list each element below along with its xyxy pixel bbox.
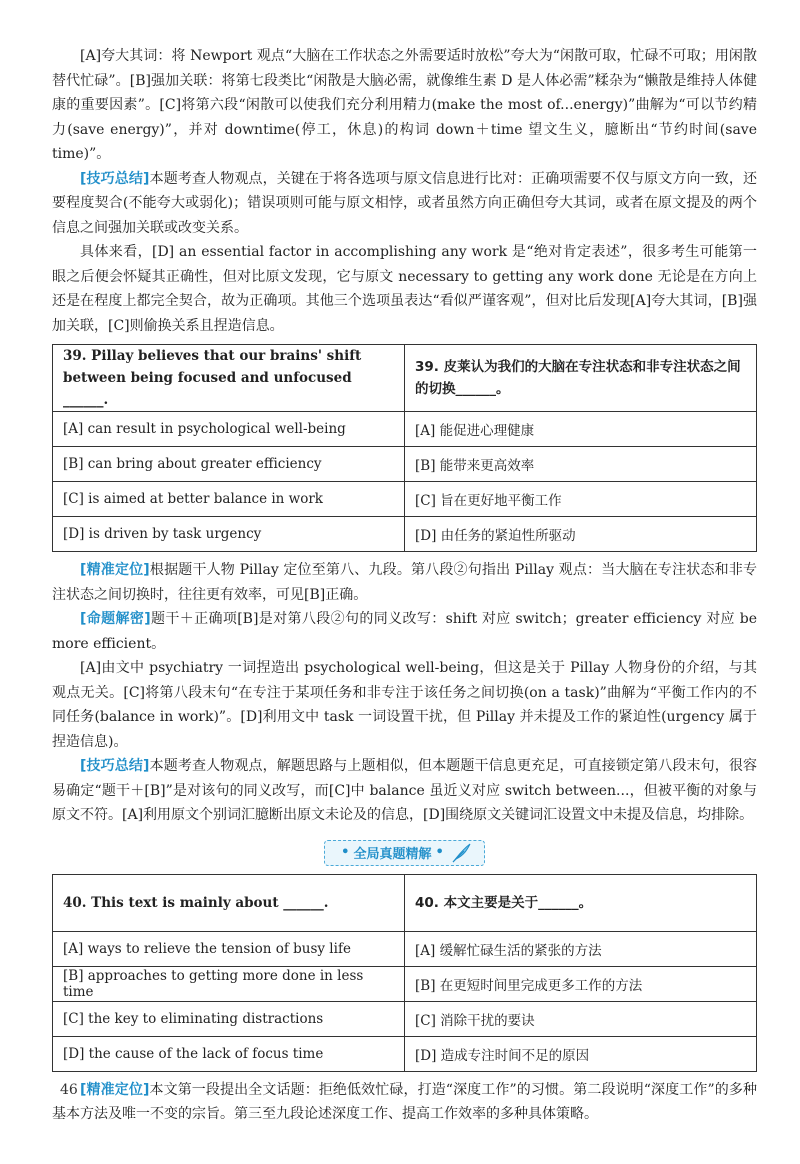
paragraph-skill-summary-2 bbox=[52, 754, 757, 828]
question-40-en: 40. This text is mainly about ______. bbox=[53, 874, 405, 931]
option-b-zh: [B] 能带来更高效率 bbox=[405, 447, 757, 482]
paragraph-skill-summary-1 bbox=[52, 167, 757, 241]
option-row-a bbox=[53, 412, 757, 447]
option-b-en: [B] can bring about greater efficiency bbox=[53, 447, 405, 482]
question-row bbox=[53, 345, 757, 412]
paragraph-text: 本题考查人物观点，关键在于将各选项与原文信息进行比对：正确项需要不仅与原文方向一致，还要程度契合(不能夸大或弱化)；错误项则可能与原文相悖，或者虽然方向正确但夸大其词，或者在原文提及的两个信息之间强加关联或改变关系。 bbox=[52, 170, 758, 236]
decode-tag: [命题解密] bbox=[80, 611, 151, 627]
option-row-b bbox=[53, 447, 757, 482]
option-c-zh: [C] 消除干扰的要诀 bbox=[405, 1001, 757, 1036]
main-content bbox=[52, 44, 757, 1127]
paragraph-text: 根据题干人物 Pillay 定位至第八、九段。第八段②句指出 Pillay 观点：当大脑在专注状态和非专注状态之间切换时，往往更有效率，可见[B]正确。 bbox=[52, 562, 758, 603]
paragraph-text: 具体来看，[D] an essential factor in accomplishing any work 是“绝对肯定表述”，很多考生可能第一眼之后便会怀疑其正确性，但对比原文发现，它与原文 necessary to getting any work done 无论是在方向上还是在程度上都完全契合，故为正确项。其他三个选项虽表达“看似严谨客观”，但对比后发现[A]夸大其词，[B]强加关联，[C]则偷换关系且捏造信息。 bbox=[52, 244, 757, 334]
option-d-zh: [D] 由任务的紧迫性所驱动 bbox=[405, 517, 757, 552]
option-row-c bbox=[53, 482, 757, 517]
option-a-en: [A] can result in psychological well-being bbox=[53, 412, 405, 447]
paragraph-option-analysis bbox=[52, 44, 757, 167]
option-d-zh: [D] 造成专注时间不足的原因 bbox=[405, 1036, 757, 1071]
dot-icon: • bbox=[435, 845, 444, 860]
option-row-a bbox=[53, 931, 757, 966]
option-a-zh: [A] 能促进心理健康 bbox=[405, 412, 757, 447]
option-a-zh: [A] 缓解忙碌生活的紧张的方法 bbox=[405, 931, 757, 966]
option-row-c bbox=[53, 1001, 757, 1036]
precise-locate-tag: [精准定位] bbox=[80, 1081, 150, 1098]
feather-pen-icon bbox=[450, 842, 472, 864]
option-row-d bbox=[53, 1036, 757, 1071]
option-d-en: [D] the cause of the lack of focus time bbox=[53, 1036, 405, 1071]
option-row-d bbox=[53, 517, 757, 552]
option-a-en: [A] ways to relieve the tension of busy life bbox=[53, 931, 405, 966]
skill-summary-tag: [技巧总结] bbox=[80, 758, 150, 774]
paragraph-text: [A]由文中 psychiatry 一词捏造出 psychological well-being，但这是关于 Pillay 人物身份的介绍，与其观点无关。[C]将第八段末句“在专注于某项任务和非专注于该任务之间切换(on a task)”曲解为“平衡工作内的不同任务(balance in work)”。[D]利用文中 task 一词设置干扰，但 Pillay 并未提及工作的紧迫性(urgency 属于捏造信息)。 bbox=[52, 660, 757, 750]
option-d-en: [D] is driven by task urgency bbox=[53, 517, 405, 552]
question-row bbox=[53, 874, 757, 931]
option-b-zh: [B] 在更短时间里完成更多工作的方法 bbox=[405, 966, 757, 1001]
precise-locate-tag: [精准定位] bbox=[80, 562, 150, 578]
paragraph-text: 本文第一段提出全文话题：拒绝低效忙碌，打造“深度工作”的习惯。第二段说明“深度工作”的多种基本方法及唯一不变的宗旨。第三至九段论述深度工作、提高工作效率的多种具体策略。 bbox=[52, 1081, 757, 1122]
paragraph-precise-locate-40 bbox=[52, 1078, 757, 1127]
page-number: 46 bbox=[60, 1082, 78, 1098]
option-row-b bbox=[53, 966, 757, 1001]
option-c-en: [C] is aimed at better balance in work bbox=[53, 482, 405, 517]
paragraph-text: [A]夸大其词：将 Newport 观点“大脑在工作状态之外需要适时放松”夸大为“闲散可取，忙碌不可取；用闲散替代忙碌”。[B]强加关联：将第七段类比“闲散是大脑必需，就像维生素 D 是人体必需”糅杂为“懒散是维持人体健康的重要因素”。[C]将第六段“闲散可以使我们充分利用精力(make the most of...energy)”曲解为“可以节约精力(save energy)”，并对 downtime(停工，休息)的构词 down＋time 望文生义，臆断出“节约时间(save time)”。 bbox=[52, 48, 757, 162]
paragraph-distractor-analysis bbox=[52, 656, 757, 754]
option-c-zh: [C] 旨在更好地平衡工作 bbox=[405, 482, 757, 517]
question-39-en: 39. Pillay believes that our brains' shift between being focused and unfocused ______. bbox=[53, 345, 405, 412]
paragraph-decode bbox=[52, 607, 757, 656]
paragraph-text: 题干＋正确项[B]是对第八段②句的同义改写：shift 对应 switch；greater efficiency 对应 be more efficient。 bbox=[52, 611, 757, 652]
question-40-zh: 40. 本文主要是关于______。 bbox=[405, 874, 757, 931]
section-banner-box bbox=[324, 840, 485, 866]
paragraph-detail bbox=[52, 240, 757, 338]
dot-icon: • bbox=[341, 845, 350, 860]
option-b-en: [B] approaches to getting more done in less time bbox=[53, 966, 405, 1001]
paragraph-precise-locate bbox=[52, 558, 757, 607]
skill-summary-tag: [技巧总结] bbox=[80, 170, 150, 187]
paragraph-text: 本题考查人物观点，解题思路与上题相似，但本题题干信息更充足，可直接锁定第八段末句，很容易确定“题干＋[B]”是对该句的同义改写，而[C]中 balance 虽近义对应 switch between...，但被平衡的对象与原文不符。[A]利用原文个别词汇臆断出原文未论及的信息，[D]围绕原文关键词汇设置文中未提及信息，均排除。 bbox=[52, 758, 758, 823]
question-39-zh: 39. 皮莱认为我们的大脑在专注状态和非专注状态之间的切换______。 bbox=[405, 345, 757, 412]
section-banner bbox=[52, 838, 757, 868]
option-c-en: [C] the key to eliminating distractions bbox=[53, 1001, 405, 1036]
section-banner-title: 全局真题精解 bbox=[353, 847, 432, 862]
question-39-table bbox=[52, 344, 757, 552]
question-40-table bbox=[52, 874, 757, 1072]
